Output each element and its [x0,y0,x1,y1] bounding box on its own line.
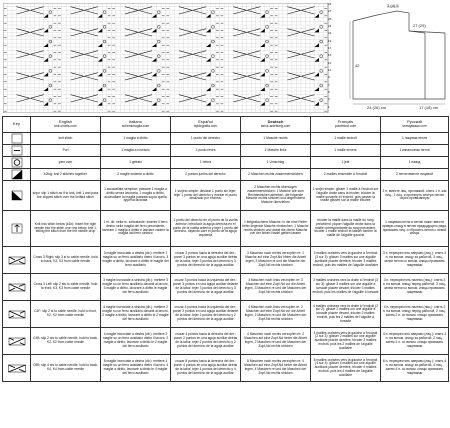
cross-left-icon [8,282,26,293]
legend-cell: 4 п. перекрестить налево (лиц.): снять 2 п. на вспом. спицу перед работой, 2 лиц., затем 2 п. со вспом. спицы провязать лицевыми [381,301,449,328]
legend-cell: 1 maille endroit [311,133,381,145]
schematic-top-label: 3 (4) 5 [387,3,399,8]
legend-cell: C8B: slip 4 sts to cable needle, hold to back, K4, K4 from cable needle [31,355,101,382]
legend-row [3,157,449,169]
row-number: 5 [328,90,330,94]
row-number: 1 [328,104,330,109]
yarn-over-icon [8,157,26,168]
legend-cell: 3 п. перекрестить направо (лиц.): снять 3 п. на вспом. спицу за работой, 3 лиц., затем петли со вспом. спицы провязать лицевыми [381,247,449,274]
legend-cell: 1 maille envers [311,145,381,157]
legend-cell: 4 maglie incrociate a destra (dir.): mettere 2 maglie su un ferro ausiliario dietro il lavoro, 2 maglie a diritto, lavorare a diritto le 2 maglie del ferro ausiliario [101,328,171,355]
legend-cell: C4B: slip 2 sts to cable needle, hold to back, K2, K2 from cable needle [31,328,101,355]
legend-cell: 3 п. перекрестить налево (лиц.): снять 3 п. на вспом. спицу перед работой, 3 лиц., затем петли со вспом. спицы провязать лицевыми [381,274,449,301]
legend-symbol [3,181,31,211]
legend-cell: 8 maglie incrociate a destra (dir.): mettere 4 maglie su un ferro ausiliario dietro il lavoro, 4 maglie a diritto, lavorare a diritto le 4 maglie del ferro ausiliario [101,355,171,382]
legend-cell: 2 mailles ensemble à l'endroit [311,169,381,181]
header-site: schemimaglia.com [121,123,150,128]
legend-cell: 2 петли вместе лицевой [381,169,449,181]
header-site: knit-charts.com [54,123,77,128]
legend-cell: cruzar 4 puntos hacia la derecha del der.: poner 2 puntos en una aguja auxiliar detrás de la labor, tejer 2 puntos del derecho y 2 puntos del derecho de la aguja auxiliar [171,328,241,355]
legend-row [3,247,449,274]
legend-cell: 1 m. dir. nella m. sottostante: inserire il ferro destro nella maglia del ferro precedente, lavorare 1 maglia a diritto e lasciare cadere la maglia dal ferro sinistro [101,211,171,247]
legend-cell: 1 накид [381,157,449,169]
header-lang: Français [337,119,354,125]
legend-cell: 1 surjet simple: glisser 1 maille à l'endroit sur l'aiguille droite sans la tricoter, tricoter la maille suivante à l'endroit, puis passer la maille glissée sur la maille tricotée [311,181,381,211]
k2tog-icon [8,169,26,180]
legend-cell: 3 maglie incrociate a sinistra (dir.): mettere 3 maglie su un ferro ausiliario davanti al lavoro, 3 maglie a diritto, lavorare a diritto le maglie del ferro ausiliario [101,274,171,301]
row-number: 9 [328,75,330,80]
row-number: 25 [328,16,332,21]
legend-cell: tricoter la maille dans la maille du rang précédent: piquer l'aiguille droite dans la maille correspondante du rang précédent, tricoter 1 maille endroit et laisser tomber la maille de l'aiguille gauche [311,211,381,247]
legend-row [3,133,449,145]
purl-stitch-icon [8,145,26,156]
legend-cell: Cross 3 Right: slip 3 st to cable needle, hold to back, K3, K3 from cable needle [31,247,101,274]
c4f-icon [8,309,26,320]
chart-grid [3,3,340,113]
schematic-bottom-left-label: 24 (26) cm [367,105,387,110]
legend-cell: 8 Maschen nach rechts verzopfen re: 4 Maschen auf eine Zopf-Nd hinter die Arbeit legen, 4 Maschen re und die Maschen der Zopf-Nd rechts stricken [241,355,311,382]
legend-row [3,355,449,382]
legend-cell: 1 hebra [171,157,241,169]
legend-cell: 1 punto del derecho [171,133,241,145]
header-site: sтeмyвязки.com [402,123,427,128]
legend-cell: cruzar 8 puntos hacia la derecha del der.: poner 4 puntos en una aguja auxiliar detrás de la labor, tejer 4 puntos del derecho y 4 puntos del derecho de la aguja auxiliar [171,355,241,382]
legend-cell: knit stitch [31,133,101,145]
legend-cell: 3 Maschen nach rechts verzopfen re: 1 Masche auf eine Zopf-Nd hinter die Arbeit legen, 3 Maschen re und die Masche der Zopf-Nd rechts stricken [241,247,311,274]
legend-cell: Knit into stitch below (k1b): Insert the right needle into the stitch one row below, knit 1, letting the stitch from the left needle drop [31,211,101,247]
legend-symbol [3,355,31,382]
row-number: 3 [328,97,330,102]
legend-row [3,301,449,328]
legend-cell: 1 Masche rechts [241,133,311,145]
c8b-icon [8,363,26,374]
header-espanol [171,117,241,133]
legend-symbol [3,169,31,181]
legend-cell: 3 Maschen nach links verzopfen re: 3 Maschen auf eine Zopf-Nd vor die Arbeit legen, 3 Maschen re und die Maschen der Zopf-Nd rechts stricken [241,274,311,301]
legend-cell: Purl [31,145,101,157]
legend-row [3,274,449,301]
row-number: 7 [328,82,330,87]
legend-symbol [3,301,31,328]
legend-cell: 1 изнаночная петля [381,145,449,157]
legend-cell: Cross 3 Left: slip 2 sts to cable needle, hold to front, K3, K3 from cable needle [31,274,101,301]
legend-cell: cruzar 4 puntos hacia la izquierda del der.: poner 2 puntos en una aguja auxiliar delante de la labor, tejer 2 puntos del derecho y 2 puntos del derecho de la aguja auxiliar [171,301,241,328]
legend-cell: 1 surjeto simple: deslizar 1 punto sin tejer, tejer 1 punto del derecho y montar el punto deslizado por encima. [171,181,241,211]
legend-cell: 1 punto revés [171,145,241,157]
legend-cell: 2 maglie insieme a diritto [101,169,171,181]
legend-cell: 8 mailles croisées vers la gauche à l'endroit (4 sur 4): glisser 4 mailles sur une aiguille auxiliaire placée derrière, tricoter 4 mailles endroit, puis les 4 mailles de l'aiguille auxiliaire [311,355,381,382]
legend-cell: 1 accavallata semplice: passare 1 maglia a diritto senza lavorarla, 1 maglia a diritto, accavallare la maglia passata sopra quella appena lavorata [101,181,171,211]
header-english [31,117,101,133]
legend-cell: 1 maglia a rovescio [101,145,171,157]
row-number: 17 [328,46,332,50]
legend-cell: k2tog: knit 2 stitches together [31,169,101,181]
knit-stitch-icon [8,133,26,144]
legend-cell: cruzar 3 puntos hacia la derecha del der.: poner 3 puntos en una aguja auxiliar detrás de la labor, tejer 3 puntos del derecho y 3 puntos del derecho de la aguja auxiliar [171,247,241,274]
legend-cell: 1 Umschlag [241,157,311,169]
legend-cell: 8 п. перекрестить направо (лиц.): снять 4 п. на вспом. спицу за работой, 4 лиц., затем 4 п. со вспом. спицы провязать лицевыми [381,355,449,382]
legend-cell: 1 jeté [311,157,381,169]
legend-cell: 1 tiefgestochene Masche: in die eine Reihe tiefer liegende Masche einstechen, 1 Masche rechts stricken und dabei die obere Masche von der linken Nadel gleiten lassen [241,211,311,247]
legend-symbol [3,145,31,157]
knit-back-loop-icon [8,223,26,234]
row-number: 21 [328,31,332,36]
legend-cell: 1 gettato [101,157,171,169]
header-francais [311,117,381,133]
legend-cell: 1 maglia a diritto [101,133,171,145]
legend-cell: 2 п. вместе лиц. протяжкой: снять 1 п. как лиц., 1 лиц. и протянуть снятую петлю через провязанную [381,181,449,211]
row-number: 29 [328,2,332,6]
header-key-label: Key [13,121,20,127]
legend-cell: 4 Maschen nach rechts verzopfen re: 2 Maschen auf eine Zopf-Nd hinter die Arbeit legen, 2 Maschen re und die Maschen der Zopf-Nd rechts stricken [241,328,311,355]
legend-symbol [3,211,31,247]
legend-cell: 4 п. перекрестить направо (лиц.): снять 2 п. на вспом. спицу за работой, 2 лиц., затем 2 п. со вспом. спицы провязать лицевыми [381,328,449,355]
legend-row [3,181,449,211]
header-deutsch [241,117,311,133]
c4b-icon [8,336,26,347]
skpo-icon [8,190,26,201]
legend-cell: C4F: slip 2 st to cable needle, hold to front, K2, K2 from cable needle [31,301,101,328]
header-lang: Русский [407,119,422,125]
header-site: tejidografia.com [193,123,218,128]
schematic-drawing [347,3,447,113]
schematic-width-label: 27 (29) [413,23,426,28]
header-key [3,117,31,133]
legend-symbol [3,157,31,169]
legend-cell: 2 Maschen rechts überzogen zusammenstricken: 1 Masche wie zum Rechtsstricken abheben, die folgende Masche rechts stricken und abgehobene Masche überziehen [241,181,311,211]
legend-cell: 1 лицевая петля [381,133,449,145]
header-site: pointtricot.com [334,123,357,128]
schematic-bottom-right-label: 17 (18) cm [419,105,439,110]
legend-cell: 2 puntos juntos del derecho [171,169,241,181]
legend-cell: 4 mailles croisées vers la gauche à l'endroit (2 sur 2): glisser 2 mailles sur une aiguille auxiliaire placée derrière, tricoter 2 mailles endroit, puis les 2 mailles de l'aiguille auxiliaire [311,328,381,355]
legend-cell: 4 Maschen nach links verzopfen re: 2 Maschen auf eine Zopf-Nd vor die Arbeit legen, 2 Maschen re und die Maschen der Zopf-Nd rechts stricken [241,301,311,328]
legend-cell: 3 mailles croisées vers la gauche à l'endroit (3 sur 3): glisser 3 mailles sur une aiguille auxiliaire placée derrière, tricoter 3 mailles endroit, puis les mailles de l'aiguille auxiliaire [311,247,381,274]
knitting-chart [3,3,340,113]
legend-symbol [3,247,31,274]
row-number: 23 [328,24,332,28]
row-numbers [328,3,340,113]
legend-row [3,211,449,247]
legend-cell: cruzar 3 puntos hacia la izquierda del der.: poner 3 puntos en una aguja auxiliar delante de la labor, tejer 3 puntos del derecho y 3 puntos del derecho de la aguja auxiliar [171,274,241,301]
legend-symbol [3,133,31,145]
row-number: 27 [328,9,332,14]
legend-cell: 1 punto del derecho en el punto de la vuelta anterior: introducir la aguja derecha en el punto de la vuelta anterior y tejer 1 punto del derecho, dejando caer el punto de la aguja izquierda [171,211,241,247]
row-number: 15 [328,53,332,58]
legend-table [2,116,449,382]
row-number: 11 [328,68,332,72]
legend-cell: 4 maglie incrociate a sinistra (dir.): mettere 2 maglie su un ferro ausiliario davanti al lavoro, 2 maglie a diritto, lavorare a diritto le 2 maglie del ferro ausiliario [101,301,171,328]
schematic-height-label: 42 [355,63,360,68]
legend-row [3,169,449,181]
header-russian [381,117,449,133]
header-italiano [101,117,171,133]
legend-cell: 1 лицевая петля в петлю ниже: ввести правую спицу в петлю предыдущего ряда, провязать лиц. и сбросить петлю с левой спицы [381,211,449,247]
legend-cell: yarn over [31,157,101,169]
row-number: 13 [328,60,332,65]
legend-cell: 1 Masche links [241,145,311,157]
header-lang: Deutsch [267,119,284,125]
cross-right-icon [8,255,26,266]
header-site: strick-anleitung.com [260,123,291,128]
legend-cell: 2 Maschen rechts zusammenstricken [241,169,311,181]
header-lang: English [58,119,73,125]
legend-cell: 3 mailles croisées vers la droite à l'endroit (3 sur 3): glisser 3 mailles sur une aiguille à torsade placée devant, tricoter 3 mailles endroit, puis les mailles de l'aiguille à torsade [311,274,381,301]
legend-header-row [3,117,449,133]
legend-row [3,328,449,355]
legend-cell: 3 maglie incrociate a destra (dir.): mettere 1 maglia su un ferro ausiliario dietro il lavoro, 3 maglie a diritto, lavorare a diritto le maglie del ferro ausiliario [101,247,171,274]
legend-cell: 4 mailles croisées vers la droite à l'endroit (2 sur 2): glisser 2 mailles sur une aiguille à torsade placée devant, tricoter 2 mailles endroit, puis les 2 mailles de l'aiguille à torsade [311,301,381,328]
legend-cell: skpo: slip 1 stitch as if to knit, knit 1 and pass the slipped stitch over the knitted stitch [31,181,101,211]
garment-schematic [347,3,447,113]
legend-row [3,145,449,157]
legend-symbol [3,274,31,301]
header-lang: Italiano [129,119,142,125]
header-lang: Español [198,119,213,125]
legend-symbol [3,328,31,355]
row-number: 19 [328,38,332,43]
